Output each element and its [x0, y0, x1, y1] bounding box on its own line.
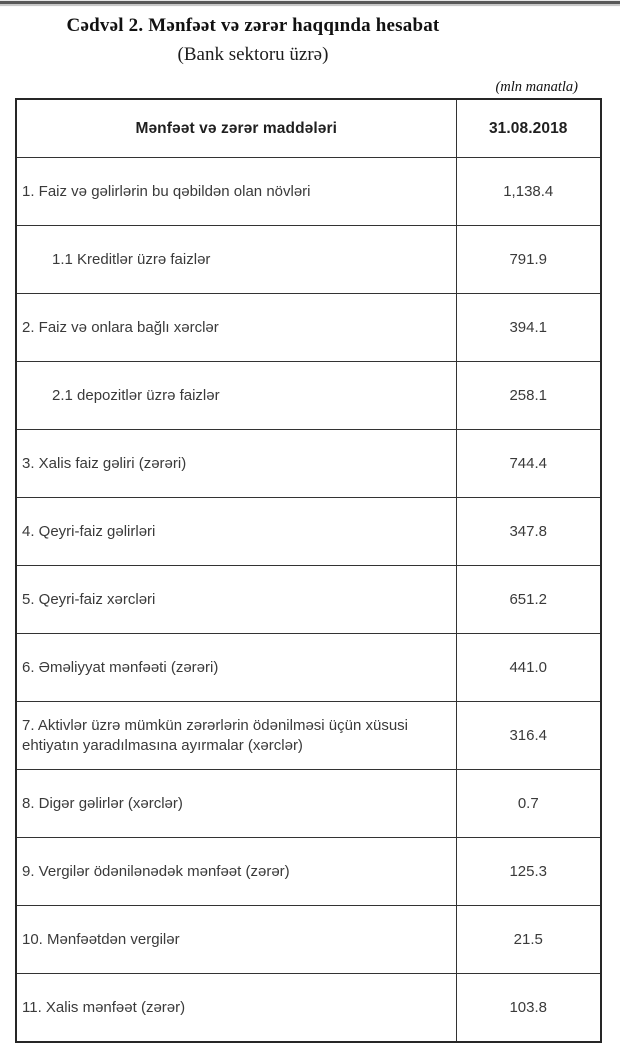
- page-title: Cədvəl 2. Mənfəət və zərər haqqında hesabat: [66, 15, 440, 36]
- row-label: 1.1 Kreditlər üzrə faizlər: [16, 226, 456, 294]
- table-row: [16, 294, 601, 362]
- table-row: [16, 974, 601, 1043]
- row-label: 1. Faiz və gəlirlərin bu qəbildən olan növləri: [16, 158, 456, 226]
- row-label: 6. Əməliyyat mənfəəti (zərəri): [16, 634, 456, 702]
- table-row: [16, 430, 601, 498]
- row-label: 8. Digər gəlirlər (xərclər): [16, 770, 456, 838]
- row-value: 651.2: [456, 566, 601, 634]
- row-value: 0.7: [456, 770, 601, 838]
- row-value: 316.4: [456, 702, 601, 770]
- table-row: [16, 770, 601, 838]
- table-row: [16, 226, 601, 294]
- row-label: 10. Mənfəətdən vergilər: [16, 906, 456, 974]
- row-label: 4. Qeyri-faiz gəlirləri: [16, 498, 456, 566]
- row-value: 21.5: [456, 906, 601, 974]
- table-row: [16, 838, 601, 906]
- row-label: 7. Aktivlər üzrə mümkün zərərlərin ödənilməsi üçün xüsusi ehtiyatın yaradılmasına ayırmalar (xərclər): [16, 702, 456, 770]
- page-subtitle: (Bank sektoru üzrə): [177, 44, 329, 65]
- row-value: 125.3: [456, 838, 601, 906]
- row-value: 1,138.4: [456, 158, 601, 226]
- table-row: [16, 634, 601, 702]
- row-value: 394.1: [456, 294, 601, 362]
- table-row: [16, 158, 601, 226]
- table-header-row: [16, 99, 601, 158]
- row-value: 103.8: [456, 974, 601, 1043]
- table-row: [16, 566, 601, 634]
- table-row: [16, 498, 601, 566]
- row-label: 9. Vergilər ödənilənədək mənfəət (zərər): [16, 838, 456, 906]
- row-label: 2. Faiz və onlara bağlı xərclər: [16, 294, 456, 362]
- row-value: 791.9: [456, 226, 601, 294]
- row-value: 347.8: [456, 498, 601, 566]
- column-header-date: 31.08.2018: [456, 99, 601, 158]
- profit-loss-table: [15, 98, 602, 1043]
- row-label: 2.1 depozitlər üzrə faizlər: [16, 362, 456, 430]
- table-row: [16, 362, 601, 430]
- table-row: [16, 702, 601, 770]
- report-heading: [0, 13, 506, 68]
- row-value: 744.4: [456, 430, 601, 498]
- row-value: 258.1: [456, 362, 601, 430]
- table-row: [16, 906, 601, 974]
- row-label: 5. Qeyri-faiz xərcləri: [16, 566, 456, 634]
- row-value: 441.0: [456, 634, 601, 702]
- unit-note: (mln manatla): [495, 79, 578, 95]
- top-divider: [0, 0, 620, 7]
- row-label: 3. Xalis faiz gəliri (zərəri): [16, 430, 456, 498]
- row-label: 11. Xalis mənfəət (zərər): [16, 974, 456, 1043]
- column-header-items: Mənfəət və zərər maddələri: [16, 99, 456, 158]
